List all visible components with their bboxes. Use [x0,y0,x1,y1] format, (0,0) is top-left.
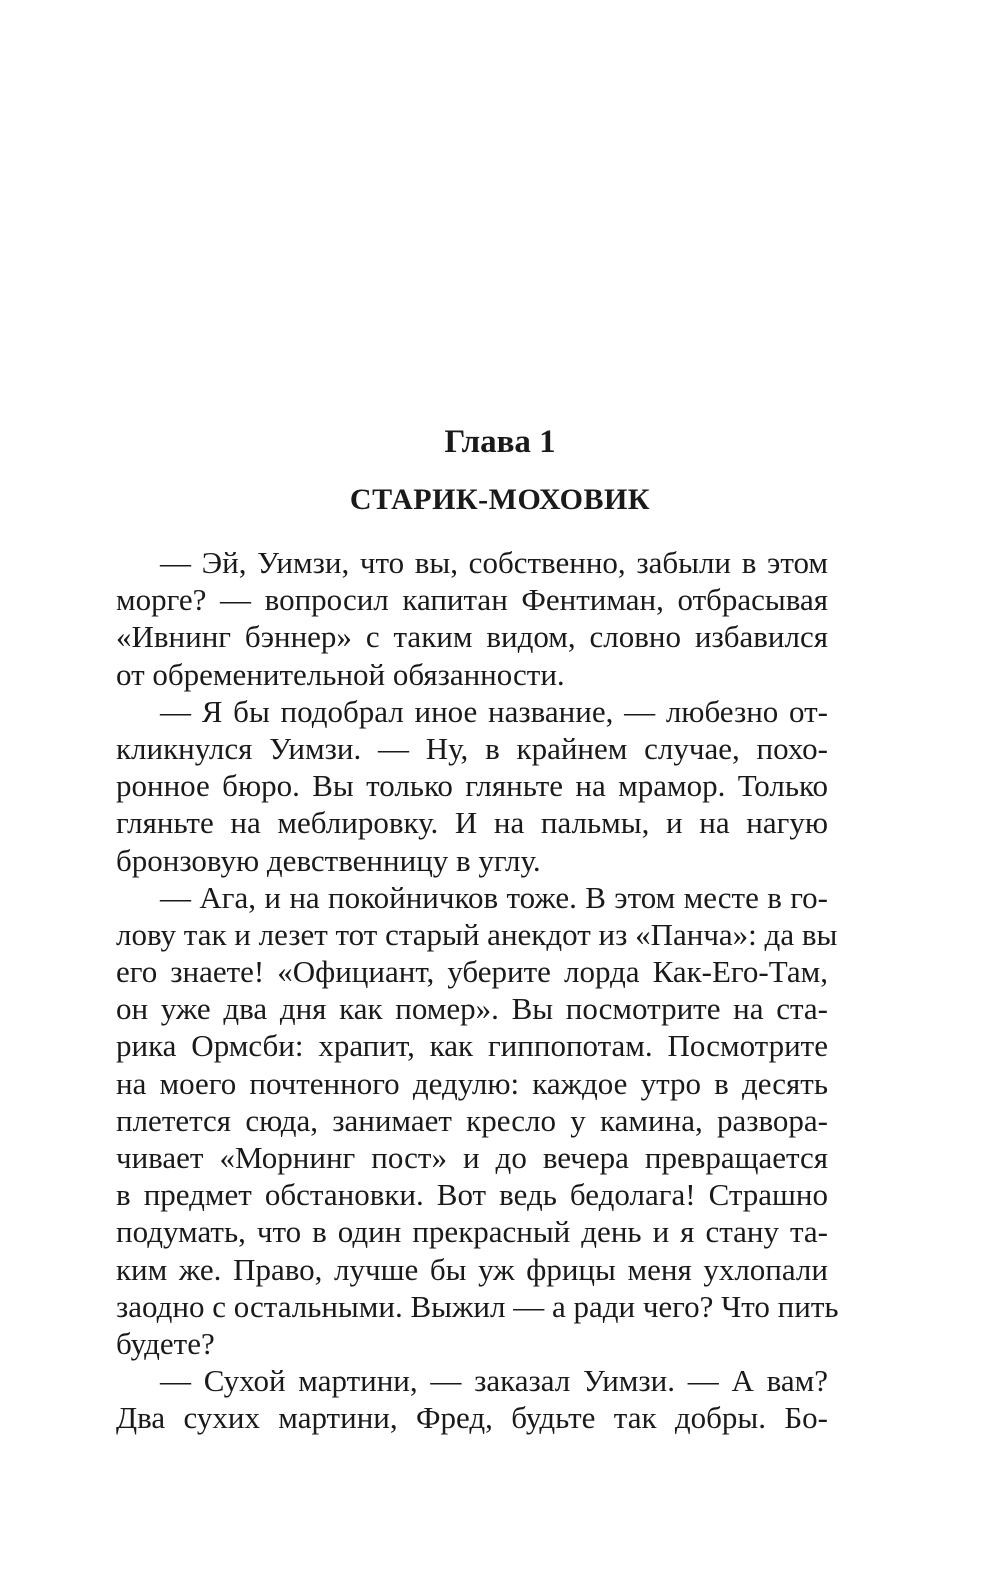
text-line: Два сухих мартини, Фред, будьте так добры. Бо- [116,1400,828,1436]
text-line: его знаете! «Официант, уберите лорда Как-Его-Там, [116,954,828,990]
text-line: — Эй, Уимзи, что вы, собственно, забыли в этом [160,545,828,580]
chapter-title: СТАРИК-МОХОВИК [349,483,651,516]
text-line: кликнулся Уимзи. — Ну, в крайнем случае, похо- [116,730,828,766]
text-line: бронзовую девственницу в углу. [116,842,541,878]
text-line: он уже два дня как помер». Вы посмотрите на ста- [116,991,828,1027]
text-line: гляньте на меблировку. И на пальмы, и на нагую [116,805,828,841]
text-line: плетется сюда, занимает кресло у камина, развора- [116,1102,828,1138]
text-line: от обременительной обязанности. [116,656,565,692]
text-line: на моего почтенного дедулю: каждое утро в десять [116,1065,828,1101]
text-line: заодно с остальными. Выжил — а ради чего? Что пить [116,1288,839,1324]
text-line: «Ивнинг бэннер» с таким видом, словно избавился [116,619,828,655]
text-line: ронное бюро. Вы только гляньте на мрамор. Только [116,768,828,804]
text-line: морге? — вопросил капитан Фентиман, отбрасывая [116,582,828,618]
text-line: лову так и лезет тот старый анекдот из «Панча»: да вы [116,916,838,952]
chapter-number: Глава 1 [444,424,556,460]
text-line: рика Ормсби: храпит, как гиппопотам. Посмотрите [116,1028,828,1064]
text-line: будете? [116,1325,215,1361]
chapter-body [116,544,839,1437]
text-line: чивает «Морнинг пост» и до вечера превращается [116,1140,828,1175]
text-line: ким же. Право, лучше бы уж фрицы меня ухлопали [116,1251,828,1287]
text-line: — Я бы подобрал иное название, — любезно от- [160,693,828,729]
text-line: — Сухой мартини, — заказал Уимзи. — А вам? [160,1363,828,1399]
text-line: подумать, что в один прекрасный день и я стану та- [116,1214,828,1250]
text-line: — Ага, и на покойничков тоже. В этом месте в го- [160,879,828,915]
text-line: в предмет обстановки. Вот ведь бедолага! Страшно [116,1177,828,1213]
